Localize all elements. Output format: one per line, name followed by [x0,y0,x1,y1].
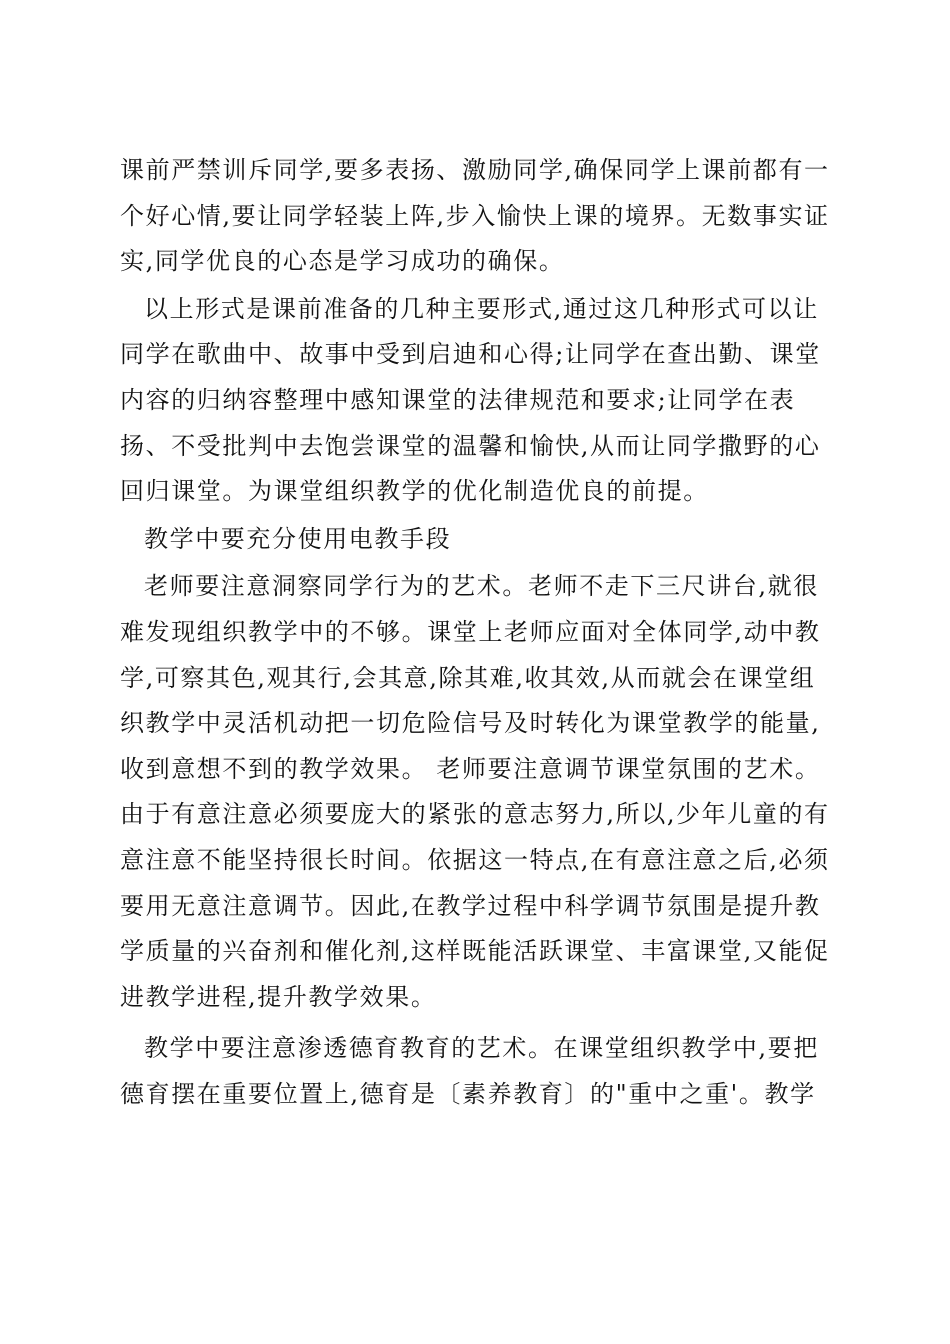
paragraph-1: 课前严禁训斥同学,要多表扬、激励同学,确保同学上课前都有一个好心情,要让同学轻装上阵,步入愉快上课的境界。无数事实证实,同学优良的心态是学习成功的确保。 [120,156,830,276]
document-body [120,148,840,1117]
paragraph-3: 老师要注意洞察同学行为的艺术。老师不走下三尺讲台,就很难发现组织教学中的不够。课堂上老师应面对全体同学,动中教学,可察其色,观其行,会其意,除其难,收其效,从而就会在课堂组织教学中灵活机动把一切危险信号及时转化为课堂教学的能量,收到意想不到的教学效果。 老师要注意调节课堂氛围的艺术。由于有意注意必须要庞大的紧张的意志努力,所以,少年儿童的有意注意不能坚持很长时间。依据这一特点,在有意注意之后,必须要用无意注意调节。因此,在教学过程中科学调节氛围是提升教学质量的兴奋剂和催化剂,这样既能活跃课堂、丰富课堂,又能促进教学进程,提升教学效果。 [120,572,830,1011]
paragraph-4: 教学中要注意渗透德育教育的艺术。在课堂组织教学中,要把德育摆在重要位置上,德育是〔素养教育〕的"重中之重'。教学 [120,1034,819,1108]
paragraph-2: 以上形式是课前准备的几种主要形式,通过这几种形式可以让同学在歌曲中、故事中受到启迪和心得;让同学在查出勤、课堂内容的归纳容整理中感知课堂的法律规范和要求;让同学在表扬、不受批判中去饱尝课堂的温馨和愉快,从而让同学撒野的心回归课堂。为课堂组织教学的优化制造优良的前提。 [120,294,821,506]
section-heading: 教学中要充分使用电教手段 [144,524,452,553]
